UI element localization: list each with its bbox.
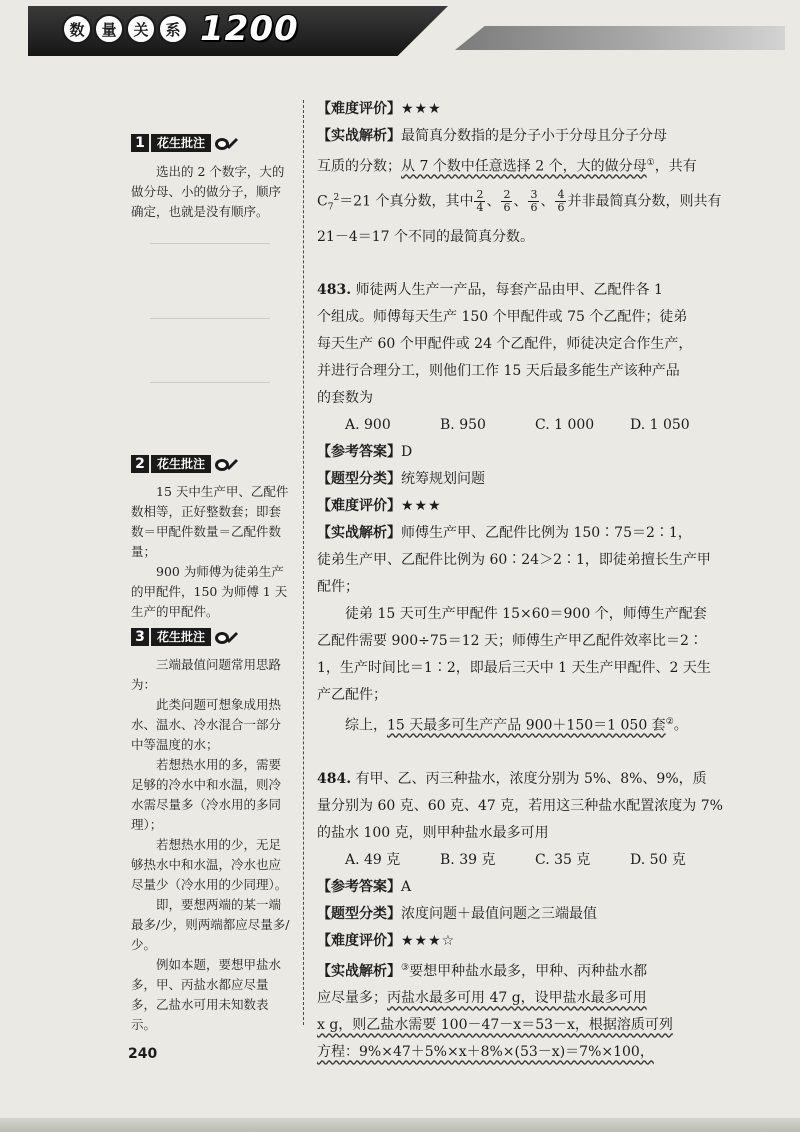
option-a: A. 900: [345, 417, 391, 434]
question-number: 484.: [317, 770, 352, 787]
fraction-denominator: 6: [530, 200, 538, 214]
analysis-line: [317, 955, 755, 986]
annotated-text: 方程：9%×47＋5%×x＋8%×(53－x)＝7%×100，: [317, 1044, 654, 1061]
question-number: 483.: [317, 282, 352, 299]
note-title: 花生批注: [151, 134, 211, 152]
difficulty-row: [317, 493, 755, 520]
comb-sub: 7: [327, 202, 334, 213]
header-char: 量: [94, 14, 124, 44]
difficulty-label: 【难度评价】: [317, 101, 401, 117]
option-d: D. 1 050: [630, 417, 690, 434]
note-title: 花生批注: [151, 455, 211, 473]
note-marker: ①: [646, 158, 655, 168]
analysis-line: [317, 123, 755, 150]
question-line: 量分别为 60 克、60 克、47 克，若用这三种盐水配置浓度为 7%: [317, 797, 723, 814]
answer-value: D: [401, 444, 413, 461]
summary-text: 。: [673, 717, 688, 734]
analysis-line: 1，生产时间比＝1∶2，即最后三天中 1 天生产甲配件、2 天生: [317, 660, 711, 677]
fraction-numerator: 4: [557, 187, 565, 201]
answer-options: [317, 847, 755, 874]
answer-options: [317, 412, 755, 439]
question-line: 的套数为: [317, 390, 373, 407]
category-label: 【题型分类】: [317, 471, 401, 488]
option-c: C. 35 克: [535, 851, 591, 868]
fraction: [528, 189, 539, 214]
note-paragraph: 900 为师傅为徒弟生产的甲配件，150 为师傅 1 天生产的甲配件。: [131, 564, 288, 619]
option-c: C. 1 000: [535, 417, 595, 434]
difficulty-label: 【难度评价】: [317, 932, 401, 949]
note-paragraph: 选出的 2 个数字，大的做分母、小的做分子，顺序确定，也就是没有顺序。: [131, 164, 285, 219]
comb-sup: 2: [333, 192, 340, 203]
note-3-header: [131, 628, 239, 646]
analysis-text: 最简真分数指的是分子小于分母且分子分母: [401, 128, 667, 144]
note-title: 花生批注: [151, 628, 211, 646]
fraction-numerator: 3: [530, 187, 538, 201]
page-number: 240: [128, 1046, 158, 1062]
analysis-text: 应尽量多；: [317, 990, 387, 1007]
note-paragraph: 此类问题可想象成用热水、温水、冷水混合一部分中等温度的水；: [131, 697, 282, 752]
header-char: 数: [62, 14, 92, 44]
difficulty-row: [317, 928, 755, 955]
page-bottom-edge: [0, 1118, 800, 1132]
category-value: 统筹规划问题: [401, 471, 485, 488]
analysis-label: 【实战解析】: [317, 128, 401, 144]
answer-label: 【参考答案】: [317, 878, 401, 895]
header-char: 系: [158, 14, 188, 44]
analysis-line: [317, 1012, 755, 1039]
question-line: 的盐水 100 克，则甲种盐水最多可用: [317, 824, 549, 841]
analysis-text: ＝21 个真分数，其中: [339, 193, 474, 210]
question-line: 个组成。师傅每天生产 150 个甲配件或 75 个乙配件；徒弟: [317, 309, 688, 326]
note-marker: ③: [401, 962, 410, 973]
note-paragraph: 即，要想两端的某一端最多/少，则两端都应尽量多/少。: [131, 897, 290, 952]
star-rating: ★★★: [401, 101, 442, 117]
separator: 、: [513, 193, 528, 210]
answer-row: [317, 874, 755, 901]
note-2-header: [131, 455, 239, 473]
annotated-text: 丙盐水最多可用 47 g，设甲盐水最多可用: [387, 990, 647, 1007]
fraction-numerator: 2: [476, 187, 484, 201]
fraction-denominator: 6: [503, 200, 511, 214]
note-1-header: [131, 134, 239, 152]
note-2-text: [131, 482, 291, 622]
difficulty-row: [317, 96, 755, 123]
note-marker: ②: [665, 717, 674, 728]
star-rating: ★★★: [401, 498, 442, 515]
faint-rule: [150, 318, 270, 319]
analysis-text: 师傅生产甲、乙配件比例为 150∶75＝2∶1，: [401, 525, 692, 542]
analysis-line: 配件；: [317, 579, 359, 596]
analysis-line: 21－4＝17 个不同的最简真分数。: [317, 229, 534, 246]
answer-label: 【参考答案】: [317, 444, 401, 461]
fraction: [555, 189, 566, 214]
note-3-text: [131, 655, 291, 1035]
difficulty-label: 【难度评价】: [317, 498, 401, 515]
note-paragraph: 例如本题，要想甲盐水多，甲、丙盐水都应尽量多，乙盐水可用未知数表示。: [131, 957, 282, 1032]
fraction-denominator: 6: [557, 200, 565, 214]
analysis-line: [317, 985, 755, 1012]
category-label: 【题型分类】: [317, 905, 401, 922]
header-stripe: [455, 26, 785, 50]
fraction: [501, 189, 512, 214]
analysis-line: 产乙配件；: [317, 687, 387, 704]
option-b: B. 39 克: [440, 851, 496, 868]
header-number: 1200: [200, 9, 299, 49]
answer-value: A: [401, 878, 412, 895]
analysis-label: 【实战解析】: [317, 963, 401, 980]
sidebar-divider: [303, 100, 304, 1025]
analysis-line: [317, 1039, 755, 1066]
annotated-text: 从 7 个数中任意选择 2 个，大的做分母: [401, 158, 647, 175]
fraction-numerator: 2: [503, 187, 511, 201]
peanut-icon: [213, 134, 239, 152]
question-line: 并进行合理分工，则他们工作 15 天后最多能生产该种产品: [317, 363, 680, 380]
faint-rule: [150, 243, 270, 244]
peanut-icon: [213, 455, 239, 473]
header-title: [62, 9, 299, 49]
note-paragraph: 三端最值问题常用思路为：: [131, 657, 282, 692]
separator: 、: [486, 193, 501, 210]
fraction: [474, 189, 485, 214]
note-number: 1: [131, 134, 149, 152]
answer-row: [317, 439, 755, 466]
question-line: [317, 277, 755, 304]
note-number: 3: [131, 628, 149, 646]
analysis-text: 并非最简真分数，则共有: [567, 193, 722, 210]
fraction-denominator: 4: [476, 200, 484, 214]
note-1-text: [131, 162, 291, 222]
note-paragraph: 15 天中生产甲、乙配件数相等，正好整数套；即套数＝甲配件数量＝乙配件数量；: [131, 484, 289, 559]
category-row: [317, 901, 755, 928]
summary-text: 综上，: [345, 717, 387, 734]
category-value: 浓度问题＋最值问题之三端最值: [401, 905, 597, 922]
analysis-line: [317, 150, 755, 181]
analysis-line: [317, 520, 755, 547]
analysis-line: 乙配件需要 900÷75＝12 天；师傅生产甲乙配件效率比＝2∶: [317, 633, 703, 650]
analysis-line: [317, 181, 755, 224]
annotated-text: x g，则乙盐水需要 100－47－x＝53－x，根据溶质可列: [317, 1017, 673, 1034]
annotated-text: 15 天最多可生产产品 900＋150＝1 050 套: [387, 717, 666, 734]
analysis-label: 【实战解析】: [317, 525, 401, 542]
separator: 、: [540, 193, 555, 210]
analysis-line: 徒弟 15 天可生产甲配件 15×60＝900 个，师傅生产配套: [345, 606, 707, 623]
analysis-text: ，共有: [654, 158, 697, 175]
option-d: D. 50 克: [630, 851, 686, 868]
note-number: 2: [131, 455, 149, 473]
header-char: 关: [126, 14, 156, 44]
combination-symbol: [317, 181, 339, 224]
analysis-text: 互质的分数；: [317, 158, 401, 175]
note-paragraph: 若想热水用的少，无足够热水中和水温，冷水也应尽量少（冷水用的少同理）。: [131, 837, 288, 892]
star-rating: ★★★☆: [401, 932, 456, 949]
question-line: [317, 766, 755, 793]
main-column: [317, 96, 755, 1066]
option-a: A. 49 克: [345, 851, 401, 868]
peanut-icon: [213, 628, 239, 646]
comb-letter: C: [317, 193, 328, 210]
question-line: 每天生产 60 个甲配件或 24 个乙配件，师徒决定合作生产，: [317, 336, 693, 353]
summary-line: [317, 709, 755, 740]
faint-rule: [150, 382, 270, 383]
analysis-text: 要想甲种盐水最多，甲种、丙种盐水都: [409, 963, 648, 980]
note-paragraph: 若想热水用的多，需要足够的冷水中和水温，则冷水需尽量多（冷水用的多同理）；: [131, 757, 282, 832]
analysis-line: 徒弟生产甲、乙配件比例为 60∶24＞2∶1，即徒弟擅长生产甲: [317, 552, 711, 569]
question-text: 师徒两人生产一产品，每套产品由甲、乙配件各 1: [355, 282, 663, 299]
category-row: [317, 466, 755, 493]
question-text: 有甲、乙、丙三种盐水，浓度分别为 5%、8%、9%，质: [355, 770, 707, 787]
option-b: B. 950: [440, 417, 486, 434]
